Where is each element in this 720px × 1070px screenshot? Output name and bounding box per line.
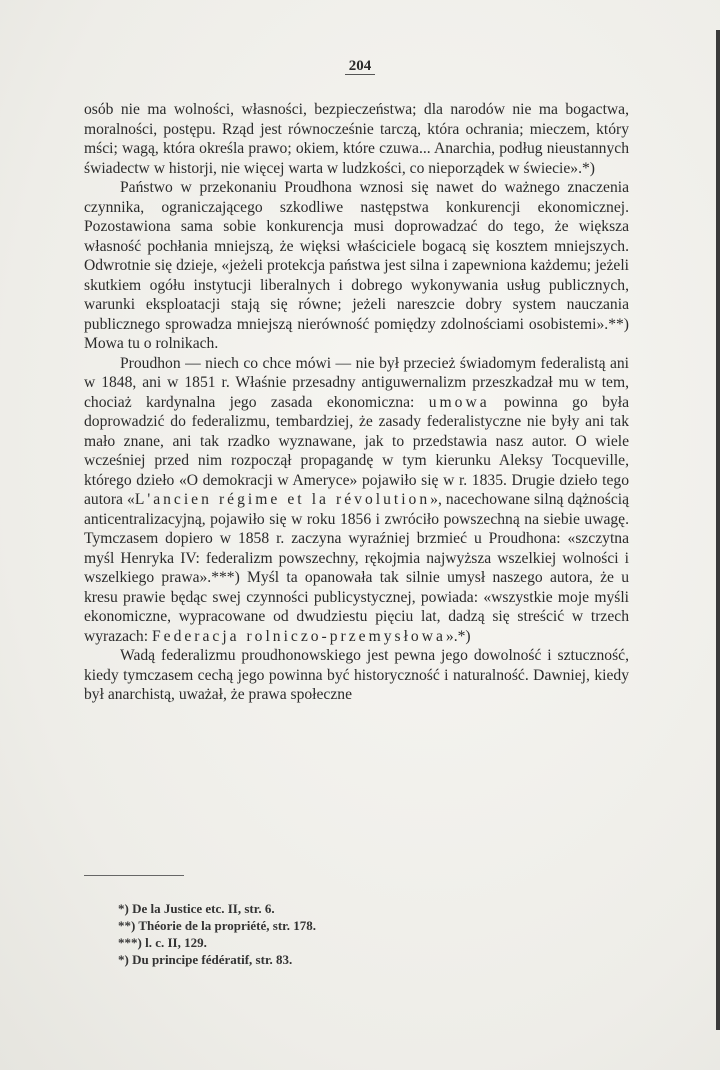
spaced-emphasis: umowa <box>428 393 490 411</box>
footnote: **) Théorie de la propriété, str. 178. <box>118 918 316 933</box>
footnote: *) Du principe fédératif, str. 83. <box>118 952 293 967</box>
spaced-emphasis: L'ancien régime et la révolution <box>134 491 431 508</box>
text-run: ».*) <box>445 627 471 645</box>
body-text <box>84 100 629 705</box>
text-run: Państwo w przekonaniu Proudhona wznosi się nawet do ważnego znaczenia czynnika, ograniczającego szkodliwe następstwa konkurencji ekonomicznej. Pozostawiona sama sobie konkurencja musi doprowadzać do tego, że większa własność pochłania mniejszą, że więksi właściciele bogacą się kosztem mniejszych. Odwrotnie się dzieje, «jeżeli protekcja państwa jest silna i zapewniona każdemu; jeżeli skutkiem ogółu instytucji liberalnych i dobrego wykonywania usług publicznych, warunki eksploatacji stają się równe; jeżeli nareszcie dobry system nauczania publicznego sprowadza mniejszą nierówność pomiędzy zdolnościami osobistemi».**) Mowa tu o rolnikach. <box>84 179 629 352</box>
paragraph <box>84 646 629 705</box>
page-number <box>0 58 720 75</box>
page-number-text: 204 <box>345 58 376 75</box>
paragraph <box>84 178 629 354</box>
footnote-separator <box>84 875 184 876</box>
footnote: *) De la Justice etc. II, str. 6. <box>118 901 275 916</box>
text-run: Proudhon — niech co chce mówi — nie był przecież świadomym federalistą ani w 1848, ani w 1851 r. Właśnie przesadny antiguwernalizm przeszkadzał mu w tem, chociaż kardynalna jego zasada ekonomiczna: <box>84 354 629 411</box>
text-run: osób nie ma wolności, własności, bezpieczeństwa; dla narodów nie ma bogactwa, moralności, postępu. Rząd jest równocześnie tarczą, która ochrania; mieczem, który mści; wagą, która określa prawo; okiem, które czuwa... Anarchia, podług nieustannych świadectw w historji, nie więcej warta w ludzkości, co nieporządek w świecie».*) <box>84 101 629 177</box>
footnote: ***) l. c. II, 129. <box>118 935 207 950</box>
text-run: », nacechowane silną dążnością anticentralizacyjną, pojawiło się w roku 1856 i zwróciło powszechną na siebie uwagę. Tymczasem dopiero w 1858 r. zaczyna wyraźniej brzmieć u Proudhona: «szczytna myśl Henryka IV: federalizm powszechny, rękojmia najwyższa wszelkiej wolności i wszelkiego prawa».***) Myśl ta opanowała tak silnie umysł naszego autora, że u kresu prawie będąc swej czynności publicystycznej, powiada: «wszystkie moje myśli ekonomiczne, wypracowane od dwudziestu pięciu lat, dadzą się streścić w trzech wyrazach: <box>84 491 629 645</box>
spaced-emphasis: Federacja rolniczo-przemysłowa <box>151 627 446 645</box>
page-edge-shadow <box>716 30 720 1030</box>
paragraph <box>84 354 629 647</box>
text-run: powinna go była doprowadzić do federalizmu, tembardziej, że zasady federalistyczne nie były ani tak mało znane, ani tak rzadko wyznawane, jak to przedstawia nasz autor. O wiele wcześniej przed nim rozpoczął propagandę w tym kierunku Aleksy Tocqueville, którego dzieło «O demokracji w Ameryce» pojawiło się w r. 1835. Drugie dzieło tego autora « <box>84 393 629 508</box>
paragraph <box>84 100 629 178</box>
text-run: Wadą federalizmu proudhonowskiego jest pewna jego dowolność i sztuczność, kiedy tymczasem cechą jego powinna być historyczność i naturalność. Dawniej, kiedy był anarchistą, uważał, że prawa społeczne <box>84 647 629 703</box>
footnotes <box>118 900 538 968</box>
